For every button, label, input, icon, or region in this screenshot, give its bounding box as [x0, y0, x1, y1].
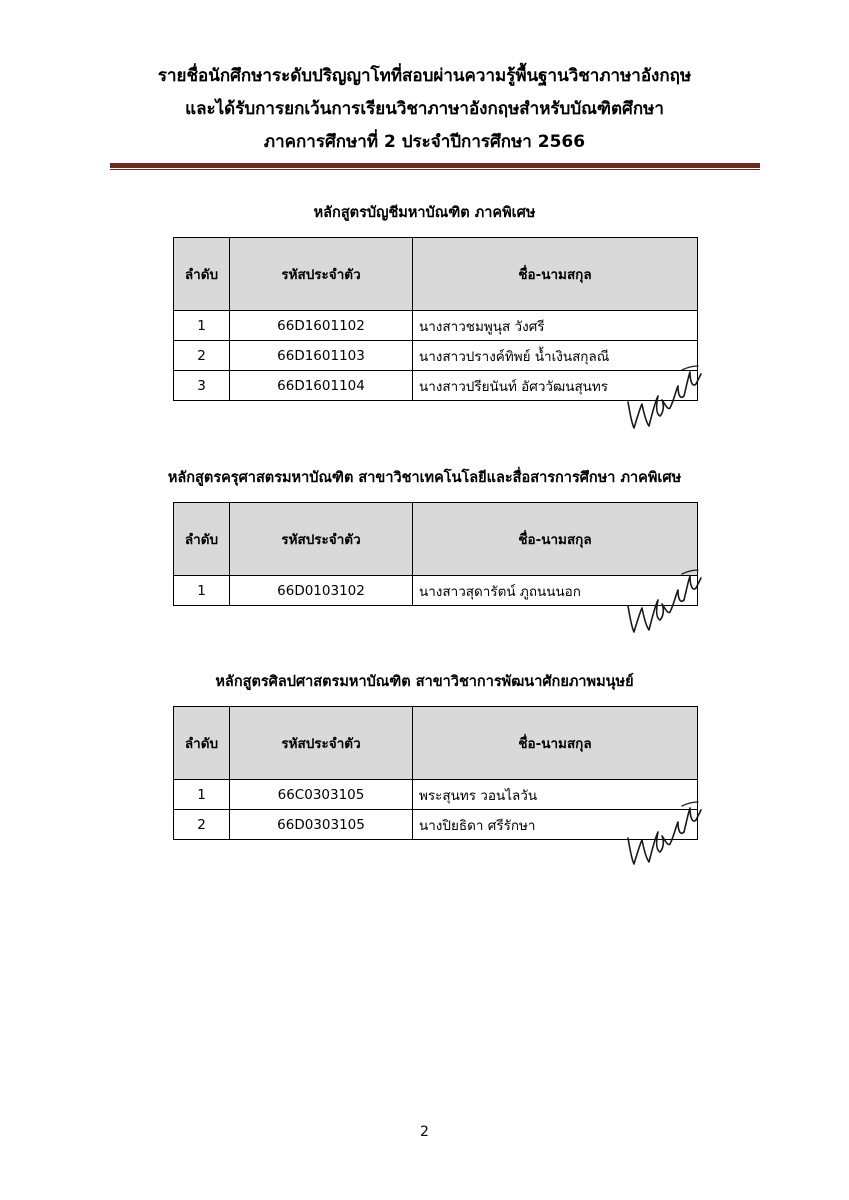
- table-row: [174, 780, 698, 810]
- header-title-line-2: และได้รับการยกเว้นการเรียนวิชาภาษาอังกฤษสำหรับบัณฑิตศึกษา: [185, 99, 664, 119]
- cell-name: นางสาวปรางค์ทิพย์ น้ำเงินสกุลณี: [413, 341, 698, 371]
- column-header-student-id: รหัสประจำตัว: [230, 707, 413, 780]
- header-rule: [110, 163, 760, 171]
- column-header-no: ลำดับ: [174, 238, 230, 311]
- cell-student-id: 66C0303105: [230, 780, 413, 810]
- column-header-name: ชื่อ-นามสกุล: [413, 238, 698, 311]
- cell-name: พระสุนทร วอนไลวัน: [413, 780, 698, 810]
- section-title: หลักสูตรบัญชีมหาบัณฑิต ภาคพิเศษ: [313, 205, 536, 221]
- section-title: หลักสูตรครุศาสตรมหาบัณฑิต สาขาวิชาเทคโนโลยีและสื่อสารการศึกษา ภาคพิเศษ: [167, 470, 682, 486]
- student-table-human-potential-development: [173, 706, 698, 840]
- handwritten-signature-1: [622, 362, 702, 432]
- header-title-line-3: ภาคการศึกษาที่ 2 ประจำปีการศึกษา 2566: [263, 132, 586, 152]
- cell-no: 2: [174, 341, 230, 371]
- document-header: [0, 60, 849, 159]
- section-accounting: [0, 203, 849, 223]
- column-header-no: ลำดับ: [174, 503, 230, 576]
- table-row: [174, 576, 698, 606]
- column-header-student-id: รหัสประจำตัว: [230, 503, 413, 576]
- cell-no: 1: [174, 576, 230, 606]
- cell-name: นางสาวปรียนันท์ อัศววัฒนสุนทร: [413, 371, 698, 401]
- cell-name: นางสาวสุดารัตน์ ภูถนนนอก: [413, 576, 698, 606]
- section-education-technology: [0, 468, 849, 488]
- table-row: [174, 311, 698, 341]
- student-table-accounting: [173, 237, 698, 401]
- table-row: [174, 810, 698, 840]
- header-title-line-1: รายชื่อนักศึกษาระดับปริญญาโทที่สอบผ่านความรู้พื้นฐานวิชาภาษาอังกฤษ: [157, 66, 692, 86]
- cell-student-id: 66D0103102: [230, 576, 413, 606]
- header-rule-thin: [110, 169, 760, 170]
- cell-no: 1: [174, 311, 230, 341]
- cell-student-id: 66D0303105: [230, 810, 413, 840]
- cell-no: 3: [174, 371, 230, 401]
- header-rule-thick: [110, 163, 760, 168]
- column-header-name: ชื่อ-นามสกุล: [413, 707, 698, 780]
- handwritten-signature-3: [622, 798, 702, 868]
- table-header-row: [174, 707, 698, 780]
- cell-student-id: 66D1601103: [230, 341, 413, 371]
- section-human-potential-development: [0, 672, 849, 692]
- section-title: หลักสูตรศิลปศาสตรมหาบัณฑิต สาขาวิชาการพัฒนาศักยภาพมนุษย์: [215, 674, 634, 690]
- handwritten-signature-2: [622, 566, 702, 636]
- table-header-row: [174, 238, 698, 311]
- table-header-row: [174, 503, 698, 576]
- cell-name: นางสาวชมพูนุส วังศรี: [413, 311, 698, 341]
- cell-student-id: 66D1601102: [230, 311, 413, 341]
- cell-student-id: 66D1601104: [230, 371, 413, 401]
- table-row: [174, 341, 698, 371]
- table-row: [174, 371, 698, 401]
- student-table-education-technology: [173, 502, 698, 606]
- column-header-no: ลำดับ: [174, 707, 230, 780]
- cell-name: นางปิยธิดา ศรีรักษา: [413, 810, 698, 840]
- column-header-student-id: รหัสประจำตัว: [230, 238, 413, 311]
- cell-no: 2: [174, 810, 230, 840]
- cell-no: 1: [174, 780, 230, 810]
- column-header-name: ชื่อ-นามสกุล: [413, 503, 698, 576]
- page-number: 2: [420, 1124, 429, 1140]
